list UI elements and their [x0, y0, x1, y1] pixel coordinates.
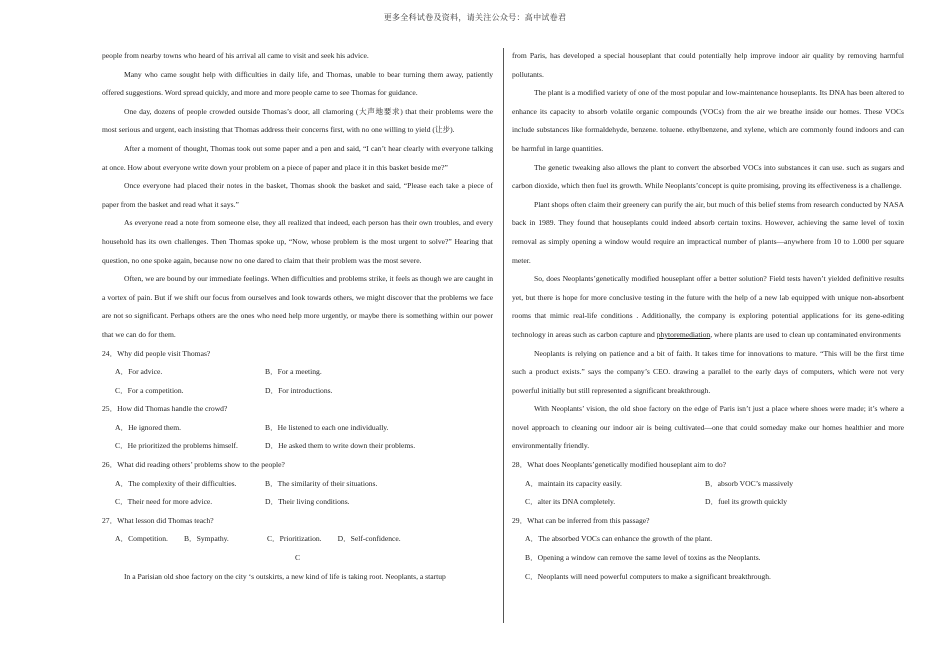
option-26d[interactable]: D．Their living conditions.	[265, 497, 350, 507]
option-29b[interactable]: B．Opening a window can remove the same level of toxins as the Neoplants.	[525, 553, 761, 563]
question-29: 29．What can be inferred from this passage?	[512, 515, 650, 525]
passage-c-paragraph-7: With Neoplants’ vision, the old shoe factory on the edge of Paris isn’t just a place where shoes were made; it’s where a novel approach to cleaning our indoor air is being cultivated—one that could someday make our homes healthier and more environmentally friendly.	[512, 404, 904, 451]
option-25c[interactable]: C．He prioritized the problems himself.	[115, 441, 238, 451]
option-25b[interactable]: B．He listened to each one individually.	[265, 422, 389, 432]
option-28b[interactable]: B．absorb VOC’s massively	[705, 478, 794, 488]
question-27: 27．What lesson did Thomas teach?	[102, 515, 214, 525]
option-24c[interactable]: C．For a competition.	[115, 385, 184, 395]
option-28c[interactable]: C．alter its DNA completely.	[525, 497, 616, 507]
passage-b-paragraph-6: Often, we are bound by our immediate feelings. When difficulties and problems strike, it feels as though we are caught in a vortex of pain. But if we shift our focus from ourselves and look towards others, we might discover that the problems we face are not so significant. Perhaps others are the ones who need help more urgently, or maybe there is something within our power that we can do for them.	[102, 274, 493, 339]
option-29c[interactable]: C．Neoplants will need powerful computers to make a significant breakthrough.	[525, 571, 771, 581]
question-26: 26．What did reading others’ problems show to the people?	[102, 460, 285, 470]
section-c-heading: C	[294, 553, 301, 563]
passage-c-paragraph-3: The genetic tweaking also allows the plant to convert the absorbed VOCs into substances it can use. such as sugars and carbon dioxide, which then fuel its growth. While Neoplants’concept is quite promising, proving its effectiveness is a challenge.	[512, 162, 904, 191]
option-27b[interactable]: B．Sympathy.	[183, 534, 229, 544]
option-27c[interactable]: C．Prioritization.	[266, 534, 322, 544]
option-25a[interactable]: A．He ignored them.	[115, 422, 182, 432]
question-24-options-row-2	[102, 382, 493, 401]
question-29-option-c-row	[512, 568, 904, 587]
option-28d[interactable]: D．fuel its growth quickly	[705, 497, 788, 507]
question-25: 25．How did Thomas handle the crowd?	[102, 404, 228, 414]
option-26a[interactable]: A．The complexity of their difficulties.	[115, 478, 237, 488]
column-divider	[503, 48, 504, 623]
passage-b-paragraph-1: Many who came sought help with difficulties in daily life, and Thomas, unable to bear turning them away, patiently offered suggestions. Word spread quickly, and more and more people came to see Thomas for guidance.	[102, 69, 493, 98]
question-28: 28．What does Neoplants’genetically modified houseplant aim to do?	[512, 460, 727, 470]
paragraph-5-text-b: , where plants are used to clean up contaminated environments	[710, 329, 901, 339]
question-25-options-row-2	[102, 437, 493, 456]
page-header: 更多全科试卷及资料，请关注公众号：高中试卷君	[383, 13, 567, 22]
passage-c-paragraph-5	[512, 270, 904, 344]
question-26-options-row-2	[102, 493, 493, 512]
option-27d[interactable]: D．Self-confidence.	[337, 534, 401, 544]
option-27a[interactable]: A．Competition.	[115, 534, 168, 544]
question-29-option-a-row	[512, 530, 904, 549]
option-29a[interactable]: A．The absorbed VOCs can enhance the growth of the plant.	[525, 534, 713, 544]
question-25-options-row-1	[102, 419, 493, 438]
passage-c-paragraph-1: In a Parisian old shoe factory on the city ‘s outskirts, a new kind of life is taking root. Neoplants, a startup	[124, 571, 446, 581]
option-28a[interactable]: A．maintain its capacity easily.	[525, 478, 622, 488]
option-25d[interactable]: D．He asked them to write down their problems.	[265, 441, 416, 451]
question-27-options	[102, 530, 493, 549]
right-column	[512, 47, 904, 586]
left-column	[102, 47, 493, 586]
passage-b-continued: people from nearby towns who heard of his arrival all came to visit and seek his advice.	[102, 51, 369, 60]
question-24: 24．Why did people visit Thomas?	[102, 348, 211, 358]
question-29-option-b-row	[512, 549, 904, 568]
question-28-options-row-1	[512, 475, 904, 494]
question-24-options-row-1	[102, 363, 493, 382]
passage-c-continued: from Paris, has developed a special houseplant that could potentially help improve indoor air quality by removing harmful pollutants.	[512, 51, 904, 79]
passage-b-paragraph-3: After a moment of thought, Thomas took out some paper and a pen and said, “I can’t hear clearly with everyone talking at once. How about everyone write down your problem on a piece of paper and place it in this basket beside me?”	[102, 143, 493, 172]
option-24b[interactable]: B．For a meeting.	[265, 367, 322, 377]
passage-b-paragraph-4: Once everyone had placed their notes in the basket, Thomas shook the basket and said, “Please each take a piece of paper from the basket and read what it says.”	[102, 181, 493, 209]
option-26c[interactable]: C．Their need for more advice.	[115, 497, 213, 507]
question-28-options-row-2	[512, 493, 904, 512]
phytoremediation-term: phytoremediation	[656, 329, 711, 339]
option-24d[interactable]: D．For introductions.	[265, 385, 333, 395]
passage-c-paragraph-6: Neoplants is relying on patience and a bit of faith. It takes time for innovations to mature. “This will be the first time such a product exists.” says the company’s CEO. drawing a parallel to the early days of computers, which were not very powerful initially but still represented a significant breakthrough.	[512, 348, 904, 395]
option-26b[interactable]: B．The similarity of their situations.	[265, 478, 378, 488]
question-26-options-row-1	[102, 475, 493, 494]
option-24a[interactable]: A．For advice.	[115, 367, 163, 377]
passage-b-paragraph-2: One day, dozens of people crowded outside Thomas’s door, all clamoring (大声地要求) that their problems were the most serious and urgent, each insisting that Thomas address their concerns first, with no one willing to yield (让步).	[102, 106, 493, 135]
paragraph-5-text-a: So, does Neoplants’genetically modified houseplant offer a better solution? Field tests haven’t yielded definitive results yet, but there is hope for more conclusive testing in the future with the help of a new lab equipped with unique non-absorbent rooms that mimic real-life conditions . Additionally, the company is exploring potential applications for its gene-editing technology in areas such as carbon capture and	[512, 274, 904, 339]
passage-b-paragraph-5: As everyone read a note from someone else, they all realized that indeed, each person has their own troubles, and every household has its own challenges. Then Thomas spoke up, “Now, whose problem is the most urgent to solve?” Hearing that question, no one spoke again, because now no one dared to claim that their problem was the most severe.	[102, 218, 493, 265]
passage-c-paragraph-4: Plant shops often claim their greenery can purify the air, but much of this belief stems from research conducted by NASA back in 1989. They found that houseplants could indeed absorb certain toxins. However, achieving the same level of toxin removal as simply opening a window would require an impractical number of plants—anywhere from 10 to 1.000 per square meter.	[512, 199, 904, 265]
passage-c-paragraph-2: The plant is a modified variety of one of the most popular and low-maintenance houseplants. Its DNA has been altered to enhance its capacity to absorb volatile organic compounds (VOCs) from the air we breathe inside our homes. These VOCs include substances like formaldehyde, benzene. toluene. ethylbenzene, and xylene, which are commonly found indoors and can be harmful in large quantities.	[512, 88, 904, 153]
